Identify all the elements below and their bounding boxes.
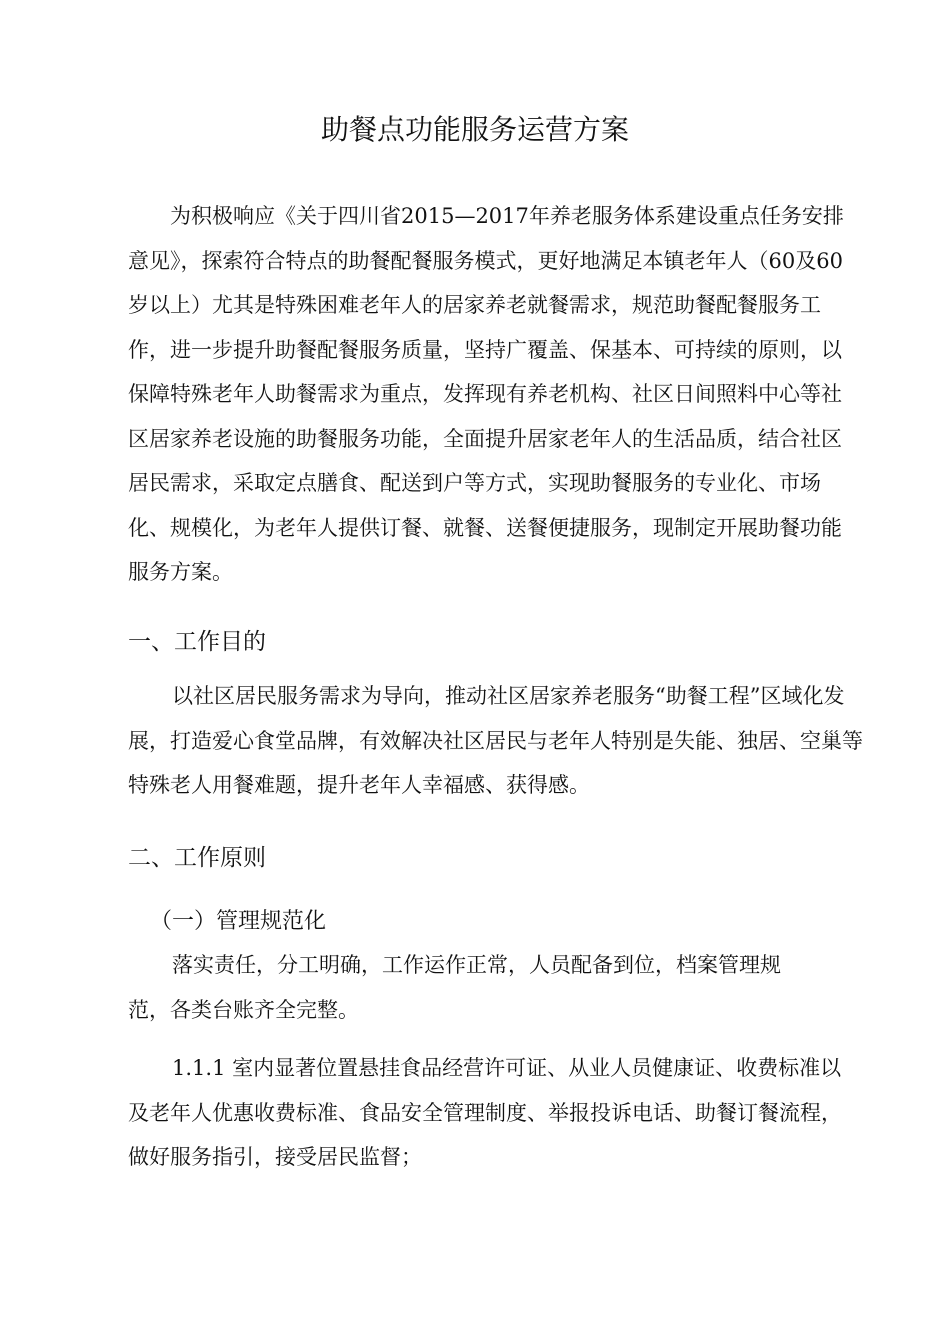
item-paragraph: 1.1.1 室内显著位置悬挂食品经营许可证、从业人员健康证、收费标准以及老年人优惠收费标准、食品安全管理制度、举报投诉电话、助餐订餐流程，做好服务指引，接受居民监督； bbox=[128, 1056, 842, 1169]
subsection-heading-management: （一）管理规范化 bbox=[150, 909, 327, 934]
document-title: 助餐点功能服务运营方案 bbox=[320, 113, 629, 146]
intro-paragraph: 为积极响应《关于四川省2015—2017年养老服务体系建设重点任务安排意见》，探索符合特点的助餐配餐服务模式，更好地满足本镇老年人（60及60岁以上）尤其是特殊困难老年人的居家养老就餐需求，规范助餐配餐服务工作，进一步提升助餐配餐服务质量，坚持广覆盖、保基本、可持续的原则，以保障特殊老年人助餐需求为重点，发挥现有养老机构、社区日间照料中心等社区居家养老设施的助餐服务功能，全面提升居家老年人的生活品质，结合社区居民需求，采取定点膳食、配送到户等方式，实现助餐服务的专业化、市场化、规模化，为老年人提供订餐、就餐、送餐便捷服务，现制定开展助餐功能服务方案。 bbox=[128, 204, 844, 584]
management-paragraph: 落实责任，分工明确，工作运作正常，人员配备到位，档案管理规范，各类台账齐全完整。 bbox=[128, 953, 781, 1022]
purpose-paragraph: 以社区居民服务需求为导向，推动社区居家养老服务“助餐工程”区域化发展，打造爱心食堂品牌，有效解决社区居民与老年人特别是失能、独居、空巢等特殊老人用餐难题，提升老年人幸福感、获得感。 bbox=[128, 684, 863, 797]
section-heading-purpose: 一、工作目的 bbox=[128, 629, 266, 655]
section-heading-principles: 二、工作原则 bbox=[128, 845, 266, 871]
